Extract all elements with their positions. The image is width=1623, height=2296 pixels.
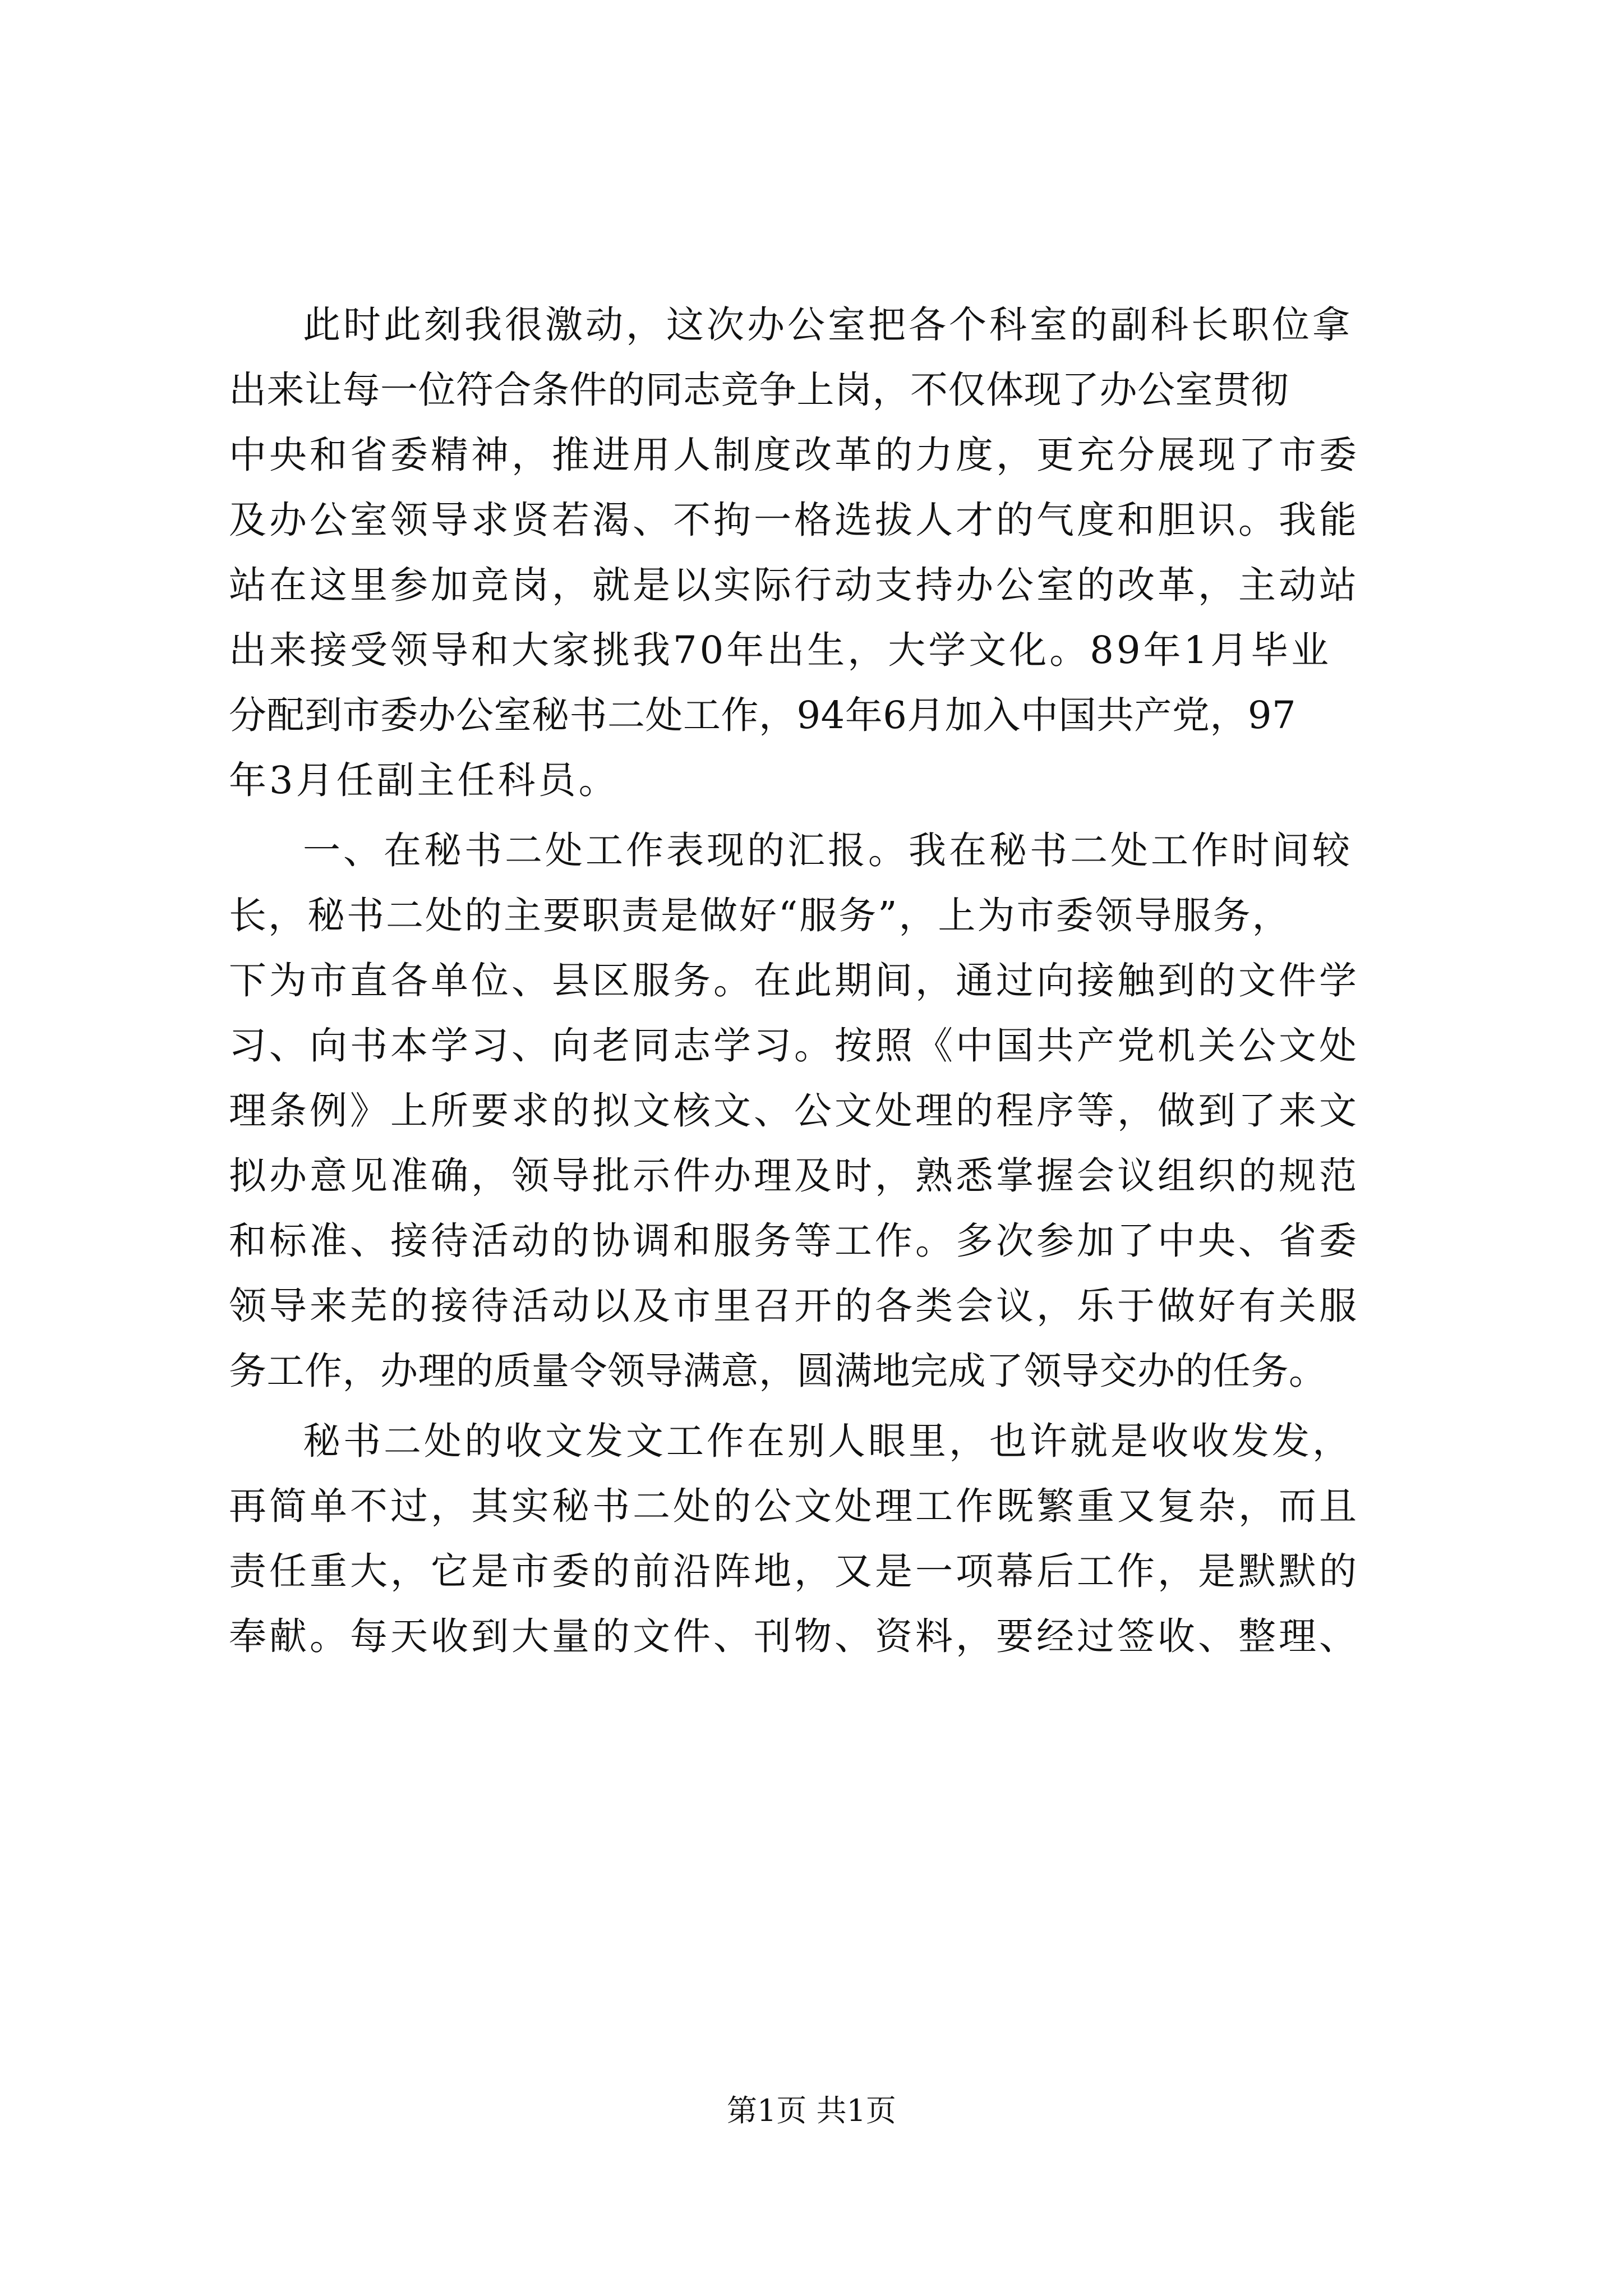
paragraph-3-line-3: 责任重大，它是市委的前沿阵地，又是一项幕后工作，是默默的 bbox=[229, 1549, 1359, 1593]
paragraph-2-line-4: 习、向书本学习、向老同志学习。按照《中国共产党机关公文处 bbox=[229, 1024, 1359, 1068]
paragraph-1-line-4: 及办公室领导求贤若渴、不拘一格选拔人才的气度和胆识。我能 bbox=[229, 498, 1359, 542]
paragraph-1-line-7: 分配到市委办公室秘书二处工作，94年6月加入中国共产党，97 bbox=[229, 693, 1297, 737]
paragraph-2-line-6: 拟办意见准确，领导批示件办理及时，熟悉掌握会议组织的规范 bbox=[229, 1154, 1359, 1198]
paragraph-1-line-8: 年3月任副主任科员。 bbox=[229, 758, 619, 802]
paragraph-2-line-7: 和标准、接待活动的协调和服务等工作。多次参加了中央、省委 bbox=[229, 1219, 1359, 1263]
paragraph-2-line-8: 领导来芜的接待活动以及市里召开的各类会议，乐于做好有关服 bbox=[229, 1284, 1359, 1328]
paragraph-2-line-9: 务工作，办理的质量令领导满意，圆满地完成了领导交办的任务。 bbox=[229, 1349, 1327, 1393]
paragraph-2-line-2: 长，秘书二处的主要职责是做好“服务”，上为市委领导服务， bbox=[229, 894, 1292, 937]
paragraph-1-line-6: 出来接受领导和大家挑我70年出生，大学文化。89年1月毕业 bbox=[229, 628, 1332, 672]
paragraph-3-line-1: 秘书二处的收文发文工作在别人眼里，也许就是收收发发， bbox=[303, 1419, 1353, 1463]
paragraph-1-line-5: 站在这里参加竞岗，就是以实际行动支持办公室的改革，主动站 bbox=[229, 563, 1359, 607]
paragraph-1-line-2: 出来让每一位符合条件的同志竞争上岗，不仅体现了办公室贯彻 bbox=[229, 368, 1289, 412]
paragraph-3-line-2: 再简单不过，其实秘书二处的公文处理工作既繁重又复杂，而且 bbox=[229, 1484, 1359, 1528]
page-footer: 第1页 共1页 bbox=[727, 2093, 896, 2128]
paragraph-2-line-5: 理条例》上所要求的拟文核文、公文处理的程序等，做到了来文 bbox=[229, 1089, 1359, 1133]
paragraph-1-line-1: 此时此刻我很激动，这次办公室把各个科室的副科长职位拿 bbox=[303, 303, 1353, 347]
paragraph-2-line-3: 下为市直各单位、县区服务。在此期间，通过向接触到的文件学 bbox=[229, 959, 1359, 1002]
paragraph-2-line-1: 一、在秘书二处工作表现的汇报。我在秘书二处工作时间较 bbox=[303, 829, 1353, 872]
paragraph-1-line-3: 中央和省委精神，推进用人制度改革的力度，更充分展现了市委 bbox=[229, 433, 1359, 477]
paragraph-3-line-4: 奉献。每天收到大量的文件、刊物、资料，要经过签收、整理、 bbox=[229, 1614, 1359, 1658]
